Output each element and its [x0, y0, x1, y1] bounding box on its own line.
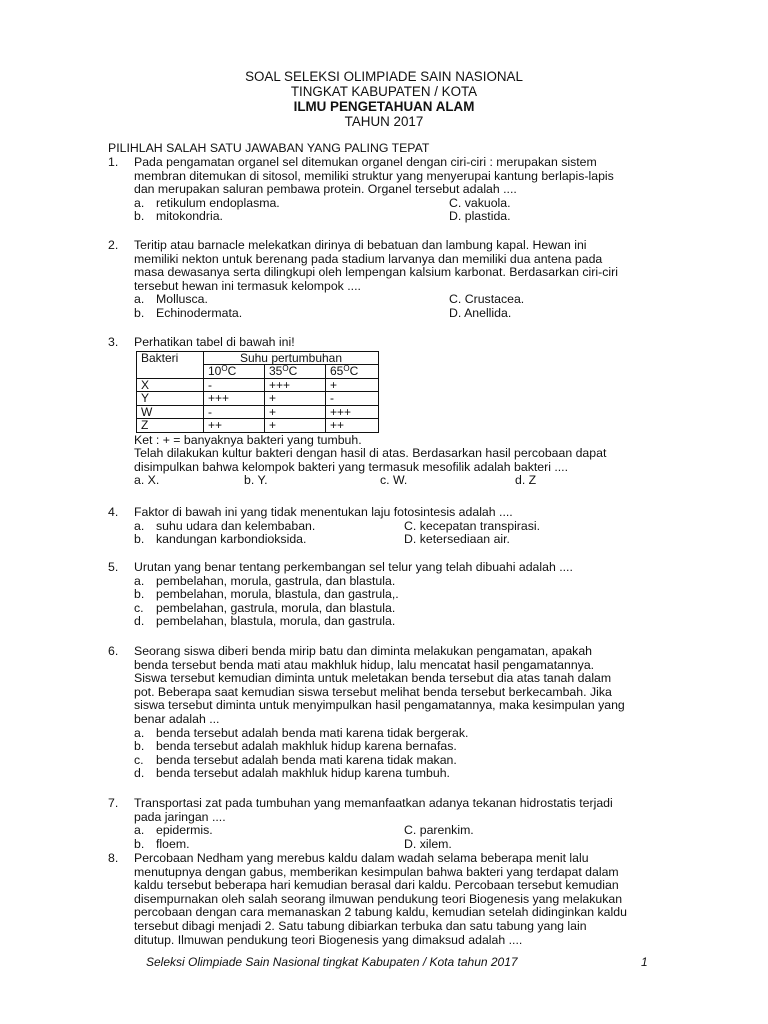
header-subject: ILMU PENGETAHUAN ALAM — [293, 99, 475, 114]
option-d: D. plastida. — [449, 209, 511, 224]
option-row: a. benda tersebut adalah benda mati karena tidak bergerak. — [134, 725, 469, 740]
table-header-suhu: Suhu pertumbuhan — [204, 351, 379, 365]
table-row: Y +++ + - — [137, 392, 379, 406]
option-c: C. vakuola. — [449, 195, 511, 210]
temp-35: $35^OC$ — [265, 365, 326, 379]
question-8 — [108, 852, 698, 947]
question-text-line: Percobaan Nedham yang merebus kaldu dalam wadah selama beberapa menit lalu — [134, 851, 589, 865]
question-number: 1. — [108, 155, 119, 169]
instruction: PILIHLAH SALAH SATU JAWABAN YANG PALING TEPAT — [108, 141, 430, 155]
option-b-text: pembelahan, morula, blastula, dan gastrula,. — [156, 587, 399, 602]
question-text-line: Pada pengamatan organel sel ditemukan organel dengan ciri-ciri : merupakan sistem — [134, 155, 597, 169]
option-row — [134, 533, 698, 547]
option-a-text: epidermis. — [156, 823, 213, 838]
question-number: 2. — [108, 238, 119, 252]
option-d-text: pembelahan, blastula, morula, dan gastrula. — [156, 614, 396, 629]
question-text-line: dan merupakan saluran pembawa protein. Organel tersebut adalah .... — [134, 182, 517, 197]
question-6 — [108, 645, 698, 781]
option-b-text: floem. — [156, 836, 190, 851]
option-a-label: a. — [134, 518, 145, 533]
option-d: D. Anellida. — [449, 305, 512, 320]
option-c: C. Crustacea. — [449, 292, 525, 307]
option-a-label: a. — [134, 823, 145, 838]
option-row — [134, 307, 698, 321]
option-row — [134, 474, 698, 488]
question-text-line: kaldu tersebut beberapa hari kemudian berasal dari kaldu. Percobaan tersebut kemudian — [134, 878, 619, 893]
bacteria-table — [136, 351, 379, 433]
table-row: W - + +++ — [137, 405, 379, 419]
option-b-text: mitokondria. — [156, 209, 223, 224]
option-row: d. benda tersebut adalah makhluk hidup karena tumbuh. — [134, 766, 450, 781]
option-b-text: benda tersebut adalah makhluk hidup karena bernafas. — [156, 739, 457, 754]
question-text-line: membran ditemukan di sitosol, memiliki struktur yang menyerupai kantung berlapis-lapis — [134, 168, 614, 183]
header-line-1: SOAL SELEKSI OLIMPIADE SAIN NASIONAL — [245, 69, 523, 84]
option-row: b. benda tersebut adalah makhluk hidup karena bernafas. — [134, 739, 457, 754]
option-a-text: pembelahan, morula, gastrula, dan blastula. — [156, 573, 396, 588]
option-b-text: kandungan karbondioksida. — [156, 532, 307, 547]
table-row: X - +++ + — [137, 378, 379, 392]
page-number: 1 — [641, 955, 648, 969]
option-b-label: b. — [134, 836, 145, 851]
question-number: 6. — [108, 644, 119, 658]
option-row — [134, 197, 698, 211]
table-row: Z ++ + ++ — [137, 419, 379, 433]
question-text-line: siswa tersebut diminta untuk menyimpulkan hasil pengamatannya, maka kesimpulan yang — [134, 698, 625, 713]
option-d: D. xilem. — [404, 836, 452, 851]
exam-header — [0, 69, 768, 129]
question-text-line: Perhatikan tabel di bawah ini! — [134, 335, 295, 349]
table-note: Ket : + = banyaknya bakteri yang tumbuh. — [134, 432, 362, 447]
question-7 — [108, 797, 698, 851]
option-row: c. benda tersebut adalah benda mati karena tidak makan. — [134, 752, 457, 767]
question-text-line: disimpulkan bahwa kelompok bakteri yang termasuk mesofilik adalah bakteri .... — [134, 459, 569, 474]
question-text-line: tersebut hewan ini termasuk kelompok .... — [134, 278, 361, 293]
question-4 — [108, 506, 698, 547]
option-b-label: b. — [134, 532, 145, 547]
question-text-line: menutupnya dengan gabus, memberikan kesimpulan bahwa bakteri yang terdapat dalam — [134, 864, 619, 879]
option-c-text: benda tersebut adalah benda mati karena tidak makan. — [156, 752, 457, 767]
option-b-text: Echinodermata. — [156, 305, 243, 320]
option-b-label: b. — [134, 305, 145, 320]
option-c: C. parenkim. — [404, 823, 474, 838]
question-text-line: Telah dilakukan kultur bakteri dengan hasil di atas. Berdasarkan hasil percobaan dapat — [134, 446, 607, 461]
question-text-line: Urutan yang benar tentang perkembangan sel telur yang telah dibuahi adalah .... — [134, 560, 573, 574]
option-row — [134, 520, 698, 534]
option-a-label: a. — [134, 292, 145, 307]
question-text-line: disempurnakan oleh salah seorang ilmuwan pendukung teori Biogenesis yang melakukan — [134, 891, 623, 906]
option-b-label: b. — [134, 209, 145, 224]
option-a: a. X. — [134, 473, 160, 488]
question-text-line: pot. Beberapa saat kemudian siswa tersebut melihat benda tersebut berkecambah. Jika — [134, 684, 612, 699]
option-c: c. W. — [380, 473, 408, 488]
option-row — [134, 824, 698, 838]
option-a-text: suhu udara dan kelembaban. — [156, 518, 316, 533]
option-row — [134, 838, 698, 852]
page-footer: Seleksi Olimpiade Sain Nasional tingkat Kabupaten / Kota tahun 2017 — [146, 955, 518, 969]
option-a-text: retikulum endoplasma. — [156, 195, 280, 210]
question-text-line: Teritip atau barnacle melekatkan dirinya di bebatuan dan lambung kapal. Hewan ini — [134, 238, 587, 252]
option-d: d. Z — [515, 473, 537, 488]
option-a-label: a. — [134, 195, 145, 210]
question-2 — [108, 239, 698, 321]
question-number: 7. — [108, 796, 119, 810]
option-row: a. pembelahan, morula, gastrula, dan blastula. — [134, 573, 396, 588]
header-year: TAHUN 2017 — [344, 114, 424, 129]
question-number: 3. — [108, 335, 119, 349]
question-text-line: Faktor di bawah ini yang tidak menentukan laju fotosintesis adalah .... — [134, 505, 513, 519]
question-text-line: pada jaringan .... — [134, 809, 226, 824]
question-text-line: masa dewasanya serta dilingkupi oleh lempengan kalsium karbonat. Berdasarkan ciri-ciri — [134, 265, 618, 280]
option-row — [134, 293, 698, 307]
question-number: 8. — [108, 851, 119, 865]
option-c: C. kecepatan transpirasi. — [404, 518, 541, 533]
option-b: b. Y. — [244, 473, 268, 488]
question-number: 4. — [108, 505, 119, 519]
option-a-text: benda tersebut adalah benda mati karena tidak bergerak. — [156, 725, 469, 740]
question-text-line: memiliki nekton untuk berenang pada stadium larvanya dan memiliki dua antena pada — [134, 251, 603, 266]
temp-65: $65^OC$ — [326, 365, 379, 379]
option-d: D. ketersediaan air. — [404, 532, 510, 547]
question-number: 5. — [108, 560, 119, 574]
option-a-text: Mollusca. — [156, 292, 208, 307]
option-row: c. pembelahan, gastrula, morula, dan blastula. — [134, 600, 396, 615]
question-text-line: benar adalah ... — [134, 711, 220, 726]
table-header-bakteri: Bakteri — [137, 351, 204, 378]
question-text-line: Transportasi zat pada tumbuhan yang memanfaatkan adanya tekanan hidrostatis terjadi — [134, 796, 613, 810]
temp-10: $10^OC$ — [204, 365, 265, 379]
question-1 — [108, 156, 698, 224]
header-line-2: TINGKAT KABUPATEN / KOTA — [290, 84, 478, 99]
question-text-line: ditutup. Ilmuwan pendukung teori Biogenesis yang dimaksud adalah .... — [134, 932, 523, 947]
question-text-line: Siswa tersebut kemudian diminta untuk meletakan benda tersebut dia atas tanah dalam — [134, 671, 612, 686]
question-text-line: Seorang siswa diberi benda mirip batu dan diminta melakukan pengamatan, apakah — [134, 644, 593, 658]
question-5 — [108, 561, 698, 629]
option-row — [134, 210, 698, 224]
option-c-text: pembelahan, gastrula, morula, dan blastula. — [156, 600, 396, 615]
question-text-line: tersebut dibagi menjadi 2. Satu tabung dibiarkan terbuka dan satu tabung yang lain — [134, 918, 587, 933]
question-text-line: benda tersebut benda mati atau makhluk hidup, lalu mencatat hasil pengamatannya. — [134, 657, 595, 672]
question-3 — [108, 336, 698, 488]
option-row: b. pembelahan, morula, blastula, dan gastrula,. — [134, 587, 399, 602]
question-text-line: percobaan dengan cara memanaskan 2 tabung kaldu, kemudian setelah didinginkan kaldu — [134, 905, 627, 920]
option-d-text: benda tersebut adalah makhluk hidup karena tumbuh. — [156, 766, 450, 781]
option-row: d. pembelahan, blastula, morula, dan gastrula. — [134, 614, 396, 629]
